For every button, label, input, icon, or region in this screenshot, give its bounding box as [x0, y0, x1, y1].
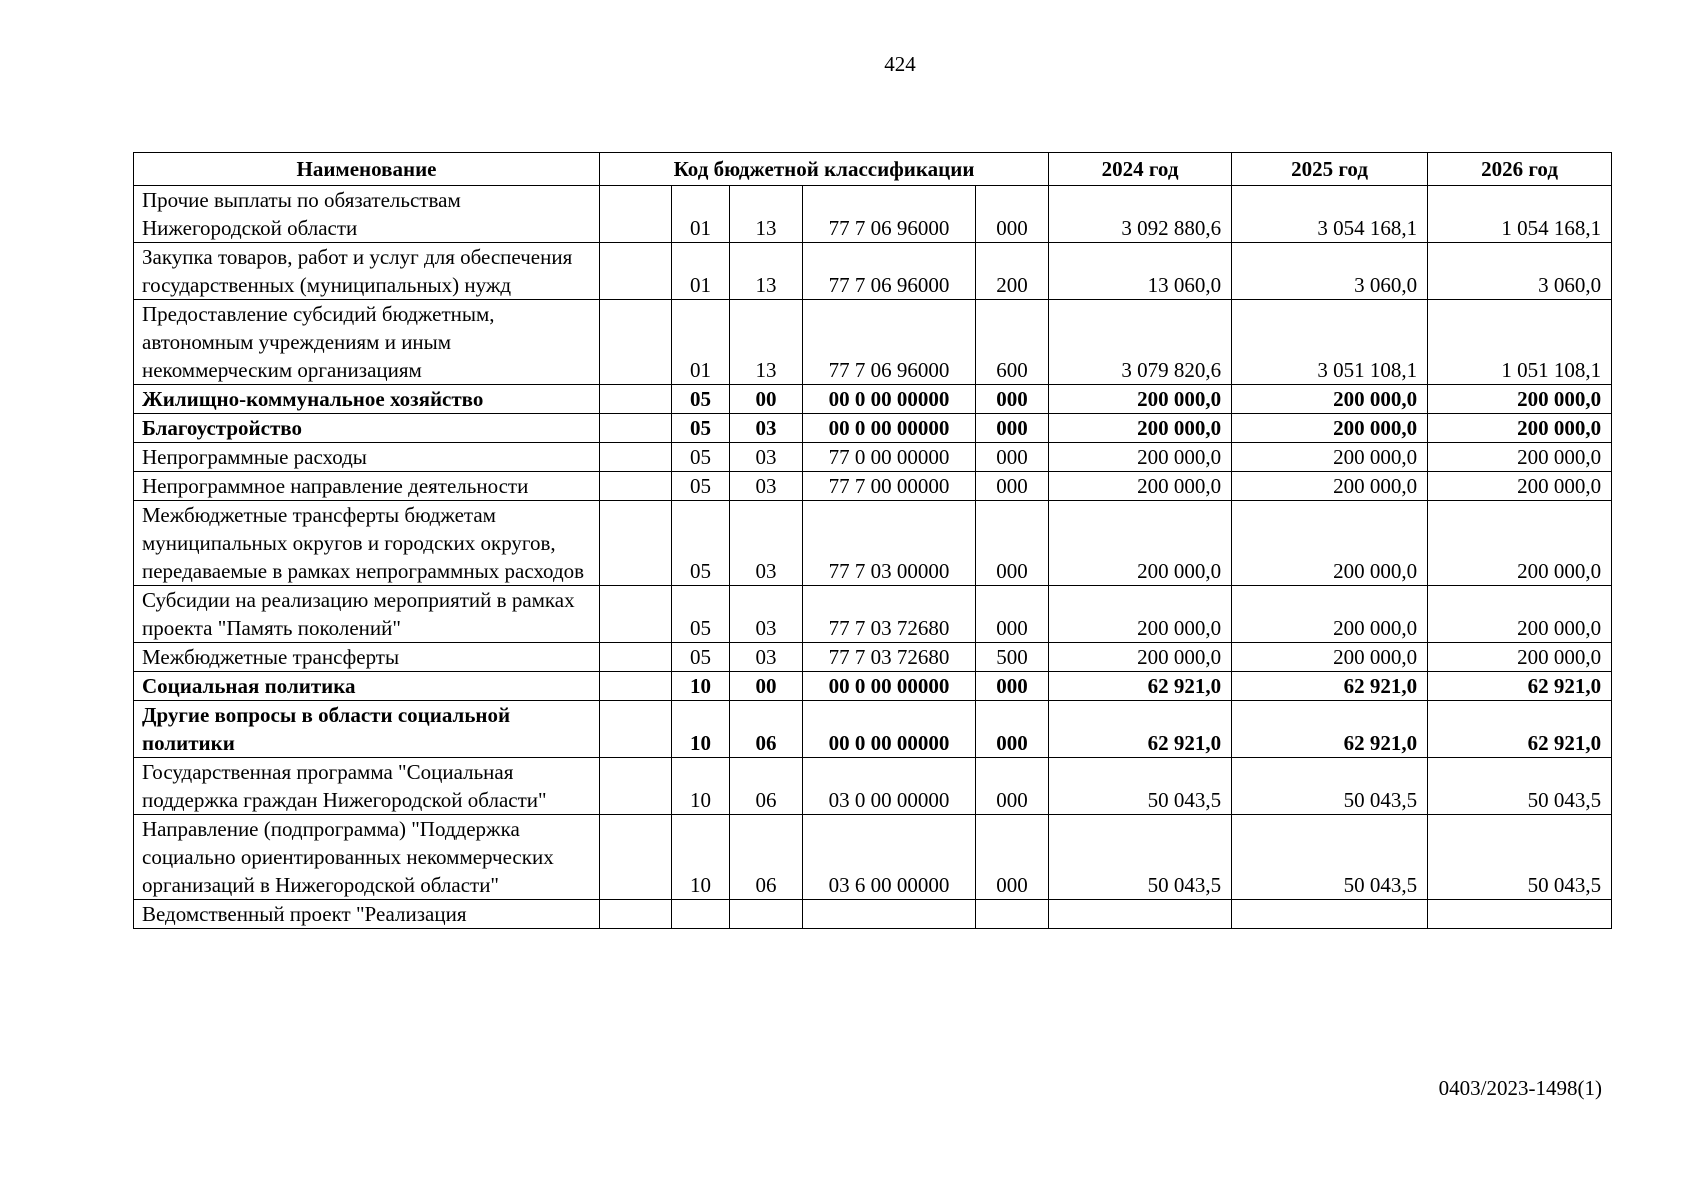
header-2026: 2026 год: [1428, 153, 1612, 186]
row-value-2024: 200 000,0: [1049, 414, 1232, 443]
row-name: Прочие выплаты по обязательствам Нижегородской области: [134, 186, 600, 243]
row-value-2024: 62 921,0: [1049, 701, 1232, 758]
row-name: Другие вопросы в области социальной политики: [134, 701, 600, 758]
table-row: [134, 385, 1612, 414]
row-code-expense-type: 000: [976, 472, 1049, 501]
row-value-2026: 50 043,5: [1428, 815, 1612, 900]
row-value-2024: 50 043,5: [1049, 758, 1232, 815]
row-code-section: 01: [672, 243, 730, 300]
row-value-2026: 62 921,0: [1428, 672, 1612, 701]
row-code-blank: [600, 643, 672, 672]
row-code-target: 77 7 00 00000: [803, 472, 976, 501]
table-row: [134, 443, 1612, 472]
row-code-target: 00 0 00 00000: [803, 672, 976, 701]
row-code-blank: [600, 300, 672, 385]
row-name: Предоставление субсидий бюджетным, автономным учреждениям и иным некоммерческим организациям: [134, 300, 600, 385]
row-value-2026: 3 060,0: [1428, 243, 1612, 300]
row-code-target: 77 7 03 00000: [803, 501, 976, 586]
row-code-section: 05: [672, 472, 730, 501]
row-code-target: 00 0 00 00000: [803, 701, 976, 758]
row-name: Направление (подпрограмма) "Поддержка социально ориентированных некоммерческих организаций в Нижегородской области": [134, 815, 600, 900]
row-code-target: 77 7 03 72680: [803, 586, 976, 643]
row-code-expense-type: 000: [976, 186, 1049, 243]
table-row: [134, 900, 1612, 929]
page-number: 424: [884, 52, 916, 76]
row-code-expense-type: 000: [976, 672, 1049, 701]
row-code-blank: [600, 815, 672, 900]
row-value-2024: 62 921,0: [1049, 672, 1232, 701]
row-code-target: 77 7 03 72680: [803, 643, 976, 672]
header-2025: 2025 год: [1232, 153, 1428, 186]
table-row: [134, 672, 1612, 701]
row-code-subsection: 06: [730, 758, 803, 815]
row-value-2026: 200 000,0: [1428, 501, 1612, 586]
row-name: Межбюджетные трансферты бюджетам муниципальных округов и городских округов, передаваемые в рамках непрограммных расходов: [134, 501, 600, 586]
row-name: Ведомственный проект "Реализация: [134, 900, 600, 929]
row-value-2024: 13 060,0: [1049, 243, 1232, 300]
row-value-2025: 200 000,0: [1232, 385, 1428, 414]
row-value-2025: 3 051 108,1: [1232, 300, 1428, 385]
row-code-section: 01: [672, 186, 730, 243]
row-code-section: 01: [672, 300, 730, 385]
row-value-2025: 200 000,0: [1232, 586, 1428, 643]
row-code-blank: [600, 243, 672, 300]
row-value-2026: 200 000,0: [1428, 472, 1612, 501]
row-value-2025: 50 043,5: [1232, 758, 1428, 815]
row-code-subsection: 03: [730, 472, 803, 501]
row-code-expense-type: 000: [976, 586, 1049, 643]
row-code-blank: [600, 385, 672, 414]
row-value-2025: 3 060,0: [1232, 243, 1428, 300]
row-value-2024: 200 000,0: [1049, 443, 1232, 472]
row-value-2026: 200 000,0: [1428, 643, 1612, 672]
row-code-target: 03 0 00 00000: [803, 758, 976, 815]
row-value-2024: 50 043,5: [1049, 815, 1232, 900]
row-code-blank: [600, 672, 672, 701]
row-code-blank: [600, 414, 672, 443]
row-code-expense-type: 000: [976, 815, 1049, 900]
header-code: Код бюджетной классификации: [600, 153, 1049, 186]
row-value-2024: 3 092 880,6: [1049, 186, 1232, 243]
row-value-2025: 62 921,0: [1232, 672, 1428, 701]
row-code-section: 10: [672, 758, 730, 815]
row-value-2025: 200 000,0: [1232, 643, 1428, 672]
row-code-section: 05: [672, 586, 730, 643]
row-code-target: 00 0 00 00000: [803, 385, 976, 414]
row-code-target: 77 7 06 96000: [803, 186, 976, 243]
row-value-2024: 200 000,0: [1049, 586, 1232, 643]
row-value-2025: 50 043,5: [1232, 815, 1428, 900]
row-value-2024: 200 000,0: [1049, 472, 1232, 501]
row-value-2026: 200 000,0: [1428, 443, 1612, 472]
row-code-expense-type: 600: [976, 300, 1049, 385]
row-code-subsection: 13: [730, 300, 803, 385]
row-code-section: 05: [672, 443, 730, 472]
row-name: Непрограммное направление деятельности: [134, 472, 600, 501]
row-value-2026: 1 051 108,1: [1428, 300, 1612, 385]
row-name: Непрограммные расходы: [134, 443, 600, 472]
row-code-section: 05: [672, 501, 730, 586]
row-value-2025: [1232, 900, 1428, 929]
header-2024: 2024 год: [1049, 153, 1232, 186]
row-value-2026: 200 000,0: [1428, 586, 1612, 643]
row-code-section: 10: [672, 701, 730, 758]
table-row: [134, 414, 1612, 443]
table-row: [134, 586, 1612, 643]
row-code-blank: [600, 472, 672, 501]
row-code-blank: [600, 586, 672, 643]
row-value-2026: 200 000,0: [1428, 385, 1612, 414]
row-code-target: 77 7 06 96000: [803, 243, 976, 300]
table-row: [134, 501, 1612, 586]
row-code-expense-type: 200: [976, 243, 1049, 300]
table-row: [134, 643, 1612, 672]
row-name: Социальная политика: [134, 672, 600, 701]
row-code-blank: [600, 701, 672, 758]
row-name: Благоустройство: [134, 414, 600, 443]
row-code-expense-type: 500: [976, 643, 1049, 672]
row-code-subsection: 06: [730, 701, 803, 758]
row-code-target: 00 0 00 00000: [803, 414, 976, 443]
row-code-blank: [600, 501, 672, 586]
row-code-target: 77 0 00 00000: [803, 443, 976, 472]
header-name: Наименование: [134, 153, 600, 186]
row-code-section: [672, 900, 730, 929]
row-code-section: 10: [672, 815, 730, 900]
document-code: 0403/2023-1498(1): [1438, 1076, 1602, 1100]
table-row: [134, 300, 1612, 385]
row-value-2026: 50 043,5: [1428, 758, 1612, 815]
row-code-subsection: 03: [730, 643, 803, 672]
row-code-blank: [600, 758, 672, 815]
row-value-2024: 200 000,0: [1049, 643, 1232, 672]
table-row: [134, 472, 1612, 501]
table-row: [134, 243, 1612, 300]
row-code-subsection: 03: [730, 414, 803, 443]
row-code-expense-type: 000: [976, 385, 1049, 414]
row-code-target: 77 7 06 96000: [803, 300, 976, 385]
row-value-2024: 3 079 820,6: [1049, 300, 1232, 385]
row-code-expense-type: 000: [976, 758, 1049, 815]
row-code-target: [803, 900, 976, 929]
row-code-section: 05: [672, 414, 730, 443]
row-value-2026: 200 000,0: [1428, 414, 1612, 443]
row-value-2024: 200 000,0: [1049, 385, 1232, 414]
row-code-expense-type: 000: [976, 443, 1049, 472]
row-value-2026: 62 921,0: [1428, 701, 1612, 758]
row-code-target: 03 6 00 00000: [803, 815, 976, 900]
row-name: Субсидии на реализацию мероприятий в рамках проекта "Память поколений": [134, 586, 600, 643]
row-code-subsection: 13: [730, 186, 803, 243]
row-value-2026: [1428, 900, 1612, 929]
row-code-subsection: [730, 900, 803, 929]
row-code-subsection: 03: [730, 586, 803, 643]
table-row: [134, 815, 1612, 900]
row-value-2025: 3 054 168,1: [1232, 186, 1428, 243]
row-name: Межбюджетные трансферты: [134, 643, 600, 672]
row-value-2025: 200 000,0: [1232, 472, 1428, 501]
table-row: [134, 758, 1612, 815]
row-value-2025: 200 000,0: [1232, 443, 1428, 472]
row-code-section: 10: [672, 672, 730, 701]
budget-table: [133, 152, 1612, 929]
table-row: [134, 701, 1612, 758]
row-value-2025: 200 000,0: [1232, 414, 1428, 443]
row-code-blank: [600, 186, 672, 243]
table-header-row: [134, 153, 1612, 186]
row-code-subsection: 00: [730, 672, 803, 701]
row-value-2026: 1 054 168,1: [1428, 186, 1612, 243]
row-name: Жилищно-коммунальное хозяйство: [134, 385, 600, 414]
row-code-expense-type: 000: [976, 701, 1049, 758]
row-code-subsection: 03: [730, 443, 803, 472]
row-code-blank: [600, 900, 672, 929]
row-value-2025: 62 921,0: [1232, 701, 1428, 758]
row-code-expense-type: 000: [976, 501, 1049, 586]
table-row: [134, 186, 1612, 243]
row-value-2024: 200 000,0: [1049, 501, 1232, 586]
row-name: Закупка товаров, работ и услуг для обеспечения государственных (муниципальных) нужд: [134, 243, 600, 300]
row-code-subsection: 13: [730, 243, 803, 300]
row-code-blank: [600, 443, 672, 472]
row-code-section: 05: [672, 385, 730, 414]
row-code-section: 05: [672, 643, 730, 672]
row-name: Государственная программа "Социальная поддержка граждан Нижегородской области": [134, 758, 600, 815]
row-code-subsection: 03: [730, 501, 803, 586]
row-code-expense-type: 000: [976, 414, 1049, 443]
row-code-expense-type: [976, 900, 1049, 929]
row-code-subsection: 06: [730, 815, 803, 900]
row-value-2024: [1049, 900, 1232, 929]
row-value-2025: 200 000,0: [1232, 501, 1428, 586]
row-code-subsection: 00: [730, 385, 803, 414]
